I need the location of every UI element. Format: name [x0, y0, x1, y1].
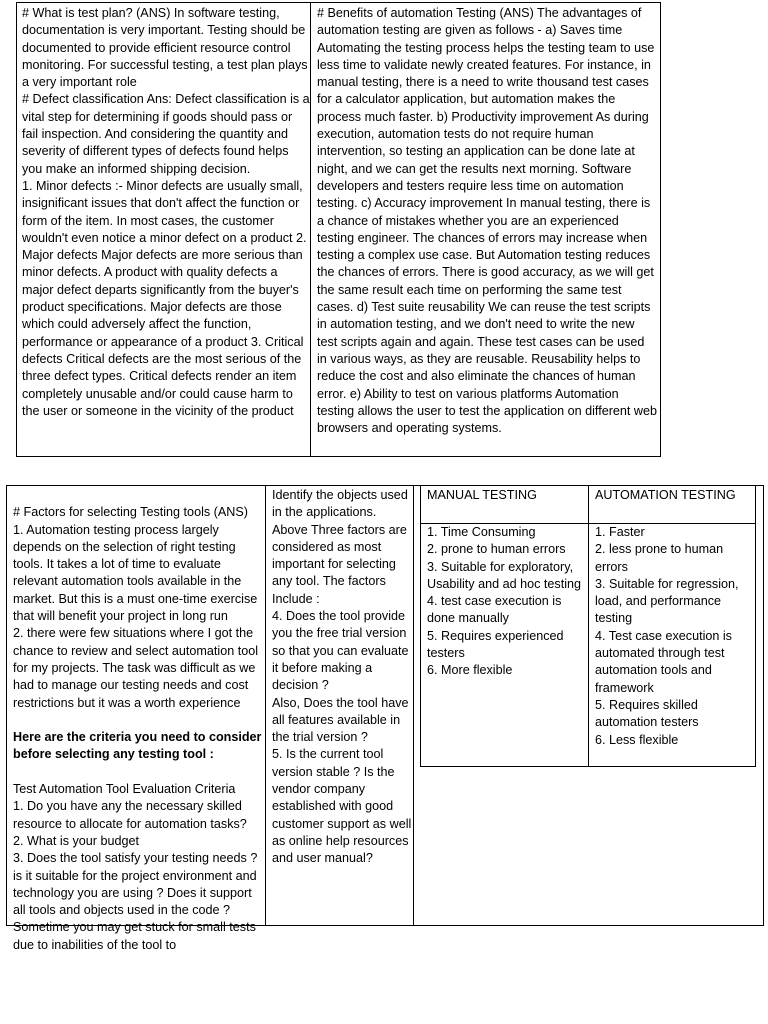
automation-testing-header: AUTOMATION TESTING: [595, 488, 736, 502]
bottom-divider-2: [413, 486, 414, 925]
tool-factors-continued-cell: Identify the objects used in the applications. Above Three factors are considered as most important for selecting any tool. The factors Include : 4. Does the tool provide you the free trial version so that you can evaluate it before making a decision ? Also, Does the tool have all features available in the trial version ? 5. Is the current tool version stable ? Is the vendor company established with good customer support as well as online help resources and user manual?: [272, 488, 412, 866]
top-table: [16, 2, 661, 457]
automation-testing-list: 1. Faster 2. less prone to human errors 3. Suitable for regression, load, and performance testing 4. Test case execution is automated through test automation tools and framework 5. Requires skilled automation testers 6. Less flexible: [595, 525, 739, 747]
comparison-table: [420, 485, 756, 767]
comparison-divider: [588, 486, 589, 766]
criteria-heading: Here are the criteria you need to consider before selecting any testing tool :: [13, 730, 262, 762]
top-table-divider: [310, 3, 311, 456]
bottom-divider-1: [265, 486, 266, 925]
manual-testing-header: MANUAL TESTING: [427, 488, 537, 502]
evaluation-criteria-text: Test Automation Tool Evaluation Criteria 1. Do you have any the necessary skilled resource to allocate for automation tasks? 2. What is your budget 3. Does the tool satisfy your testing needs ? is it suitable for the project environment and technology you are using ? Does it support all tools and objects used in the code ? Sometime you may get stuck for small tests due to inabilities of the tool to: [13, 782, 258, 952]
manual-testing-list: 1. Time Consuming 2. prone to human errors 3. Suitable for exploratory, Usability and ad hoc testing 4. test case execution is done manually 5. Requires experienced testers 6. More flexible: [427, 525, 582, 678]
automation-benefits-cell: # Benefits of automation Testing (ANS) The advantages of automation testing are given as follows - a) Saves time Automating the testing process helps the testing team to use less time to validate newly created features. For instance, in manual testing, there is a need to write thousand test cases for a calculator application, but automation makes the process much faster. b) Productivity improvement As during execution, automation tests do not require human intervention, so testing an application can be done late at night, and we can get the results next morning. Software developers and testers require less time on automation testing. c) Accuracy improvement In manual testing, there is a chance of mistakes whether you are an experienced testing engineer. The chances of errors may increase when testing a complex use case. But Automation testing reduces the chances of errors. There is good accuracy, as we will get the same result each time on performing the same test cases. d) Test suite reusability We can reuse the test scripts in automation testing, and we don't need to write the new test scripts again and again. These test cases can be used in various ways, as they are reusable. Reusability helps to reduce the cost and also eliminate the chances of human error. e) Ability to test on various platforms Automation testing allows the user to test the application on different web browsers and operating systems.: [317, 6, 658, 436]
factors-intro-text: # Factors for selecting Testing tools (ANS) 1. Automation testing process largely depends on the selection of right testing tools. It takes a lot of time to evaluate relevant automation tools available in the market. But this is a must one-time exercise that will benefit your project in long run 2. there were few situations where I got the chance to review and select automation tool for my projects. The task was difficult as we had to manage our testing needs and cost restrictions but it was a worth experience: [13, 505, 259, 710]
test-plan-defect-cell: # What is test plan? (ANS) In software testing, documentation is very important. Testing should be documented to provide efficient resource control monitoring. For successful testing, a test plan plays a very important role # Defect classification Ans: Defect classification is a vital step for determining if goods should pass or fail inspection. And considering the quantity and severity of different types of defects found helps you make an informed shipping decision. 1. Minor defects :- Minor defects are usually small, insignificant issues that don't affect the function or form of the item. In most cases, the customer wouldn't even notice a minor defect on a product 2. Major defects Major defects are more serious than minor defects. A product with quality defects a major defect departs significantly from the buyer's product specifications. Major defects are those which could adversely affect the function, performance or appearance of a product 3. Critical defects Critical defects are the most serious of the three defect types. Critical defects render an item completely unusable and/or could cause harm to the user or someone in the vicinity of the product: [22, 6, 310, 418]
factors-selecting-tools-cell: [13, 487, 265, 952]
